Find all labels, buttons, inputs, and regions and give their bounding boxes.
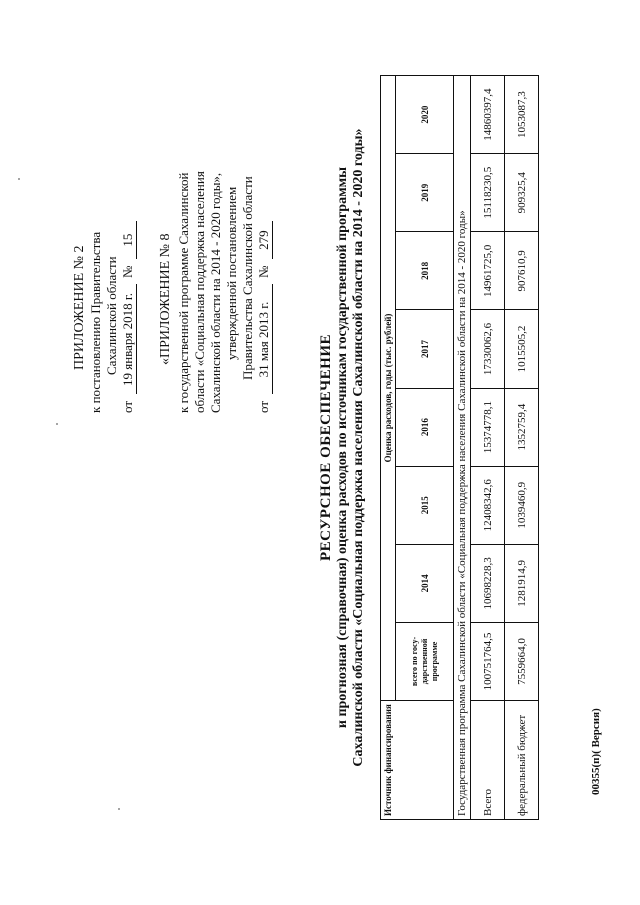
header-year: 2014: [396, 544, 454, 622]
row-label: Всего: [471, 701, 505, 820]
program-row: [454, 76, 471, 820]
row-value: 1015505,2: [505, 310, 539, 388]
scan-speck: [18, 178, 20, 180]
row-label: федеральный бюджет: [505, 701, 539, 820]
row-value: 1352759,4: [505, 388, 539, 466]
appendix2-date-line: [120, 221, 137, 413]
row-value: 1053087,3: [505, 76, 539, 154]
appendix2-line1: к постановлению Правительства: [88, 231, 103, 413]
appendix8-date-line: [256, 221, 273, 413]
appendix8-from-label: от: [256, 400, 271, 413]
header-year: 2019: [396, 154, 454, 232]
table-row: [505, 76, 539, 820]
header-total: всего по госу-дарственной программе: [396, 622, 454, 700]
appendix8-line3: Сахалинской области на 2014 - 2020 годы»,: [208, 172, 223, 413]
appendix2-title: ПРИЛОЖЕНИЕ № 2: [72, 245, 87, 370]
table-row: [471, 76, 505, 820]
document-subtitle-2: Сахалинской области «Социальная поддержка населения Сахалинской области на 2014 - 2020 годы»: [351, 128, 366, 767]
header-year: 2015: [396, 466, 454, 544]
row-value: 909325,4: [505, 154, 539, 232]
appendix2-from-label: от: [120, 400, 135, 413]
header-year: 2020: [396, 76, 454, 154]
appendix8-no-label: №: [256, 265, 271, 278]
appendix2-no-label: №: [120, 265, 135, 278]
row-value: 14961725,0: [471, 232, 505, 310]
scan-speck: [118, 808, 120, 810]
row-value: 1281914,9: [505, 544, 539, 622]
table-header-row-1: [381, 76, 396, 820]
row-value: 12408342,6: [471, 466, 505, 544]
appendix8-line5: Правительства Сахалинской области: [240, 176, 255, 380]
appendix8-number: 279: [256, 221, 273, 259]
heading-block: [318, 75, 367, 820]
document-code: 00355(п)( Версия): [590, 708, 602, 795]
row-value: 907610,9: [505, 232, 539, 310]
appendix2-number: 15: [120, 221, 137, 259]
scan-speck: [56, 423, 58, 425]
program-name: Государственная программа Сахалинской области «Социальная поддержка населения Сахалинской области на 2014 - 2020 годы»: [454, 76, 471, 820]
header-year: 2018: [396, 232, 454, 310]
appendix8-line4: утвержденной постановлением: [224, 186, 239, 360]
resource-table: [380, 75, 539, 820]
header-year: 2016: [396, 388, 454, 466]
row-value: 15118230,5: [471, 154, 505, 232]
row-value: 10698228,3: [471, 544, 505, 622]
header-source: Источник финансирования: [381, 701, 454, 820]
appendix2-line2: Сахалинской области: [104, 256, 119, 375]
row-value: 15374778,1: [471, 388, 505, 466]
header-group: Оценка расходов, годы (тыс. рублей): [381, 76, 396, 701]
document-title: РЕСУРСНОЕ ОБЕСПЕЧЕНИЕ: [318, 333, 334, 562]
row-total: 100751764,5: [471, 622, 505, 700]
appendix8-date: 31 мая 2013 г.: [256, 284, 273, 394]
row-value: 17330062,6: [471, 310, 505, 388]
header-year: 2017: [396, 310, 454, 388]
appendix2-date: 19 января 2018 г.: [120, 284, 137, 394]
row-value: 1039460,9: [505, 466, 539, 544]
appendix8-line2: области «Социальная поддержка населения: [192, 171, 207, 413]
appendix8-line1: к государственной программе Сахалинской: [176, 172, 191, 413]
appendix8-title: «ПРИЛОЖЕНИЕ № 8: [158, 233, 173, 365]
row-total: 7559664,0: [505, 622, 539, 700]
document-subtitle-1: и прогнозная (справочная) оценка расходов по источникам государственной программы: [335, 166, 350, 729]
row-value: 14860397,4: [471, 76, 505, 154]
